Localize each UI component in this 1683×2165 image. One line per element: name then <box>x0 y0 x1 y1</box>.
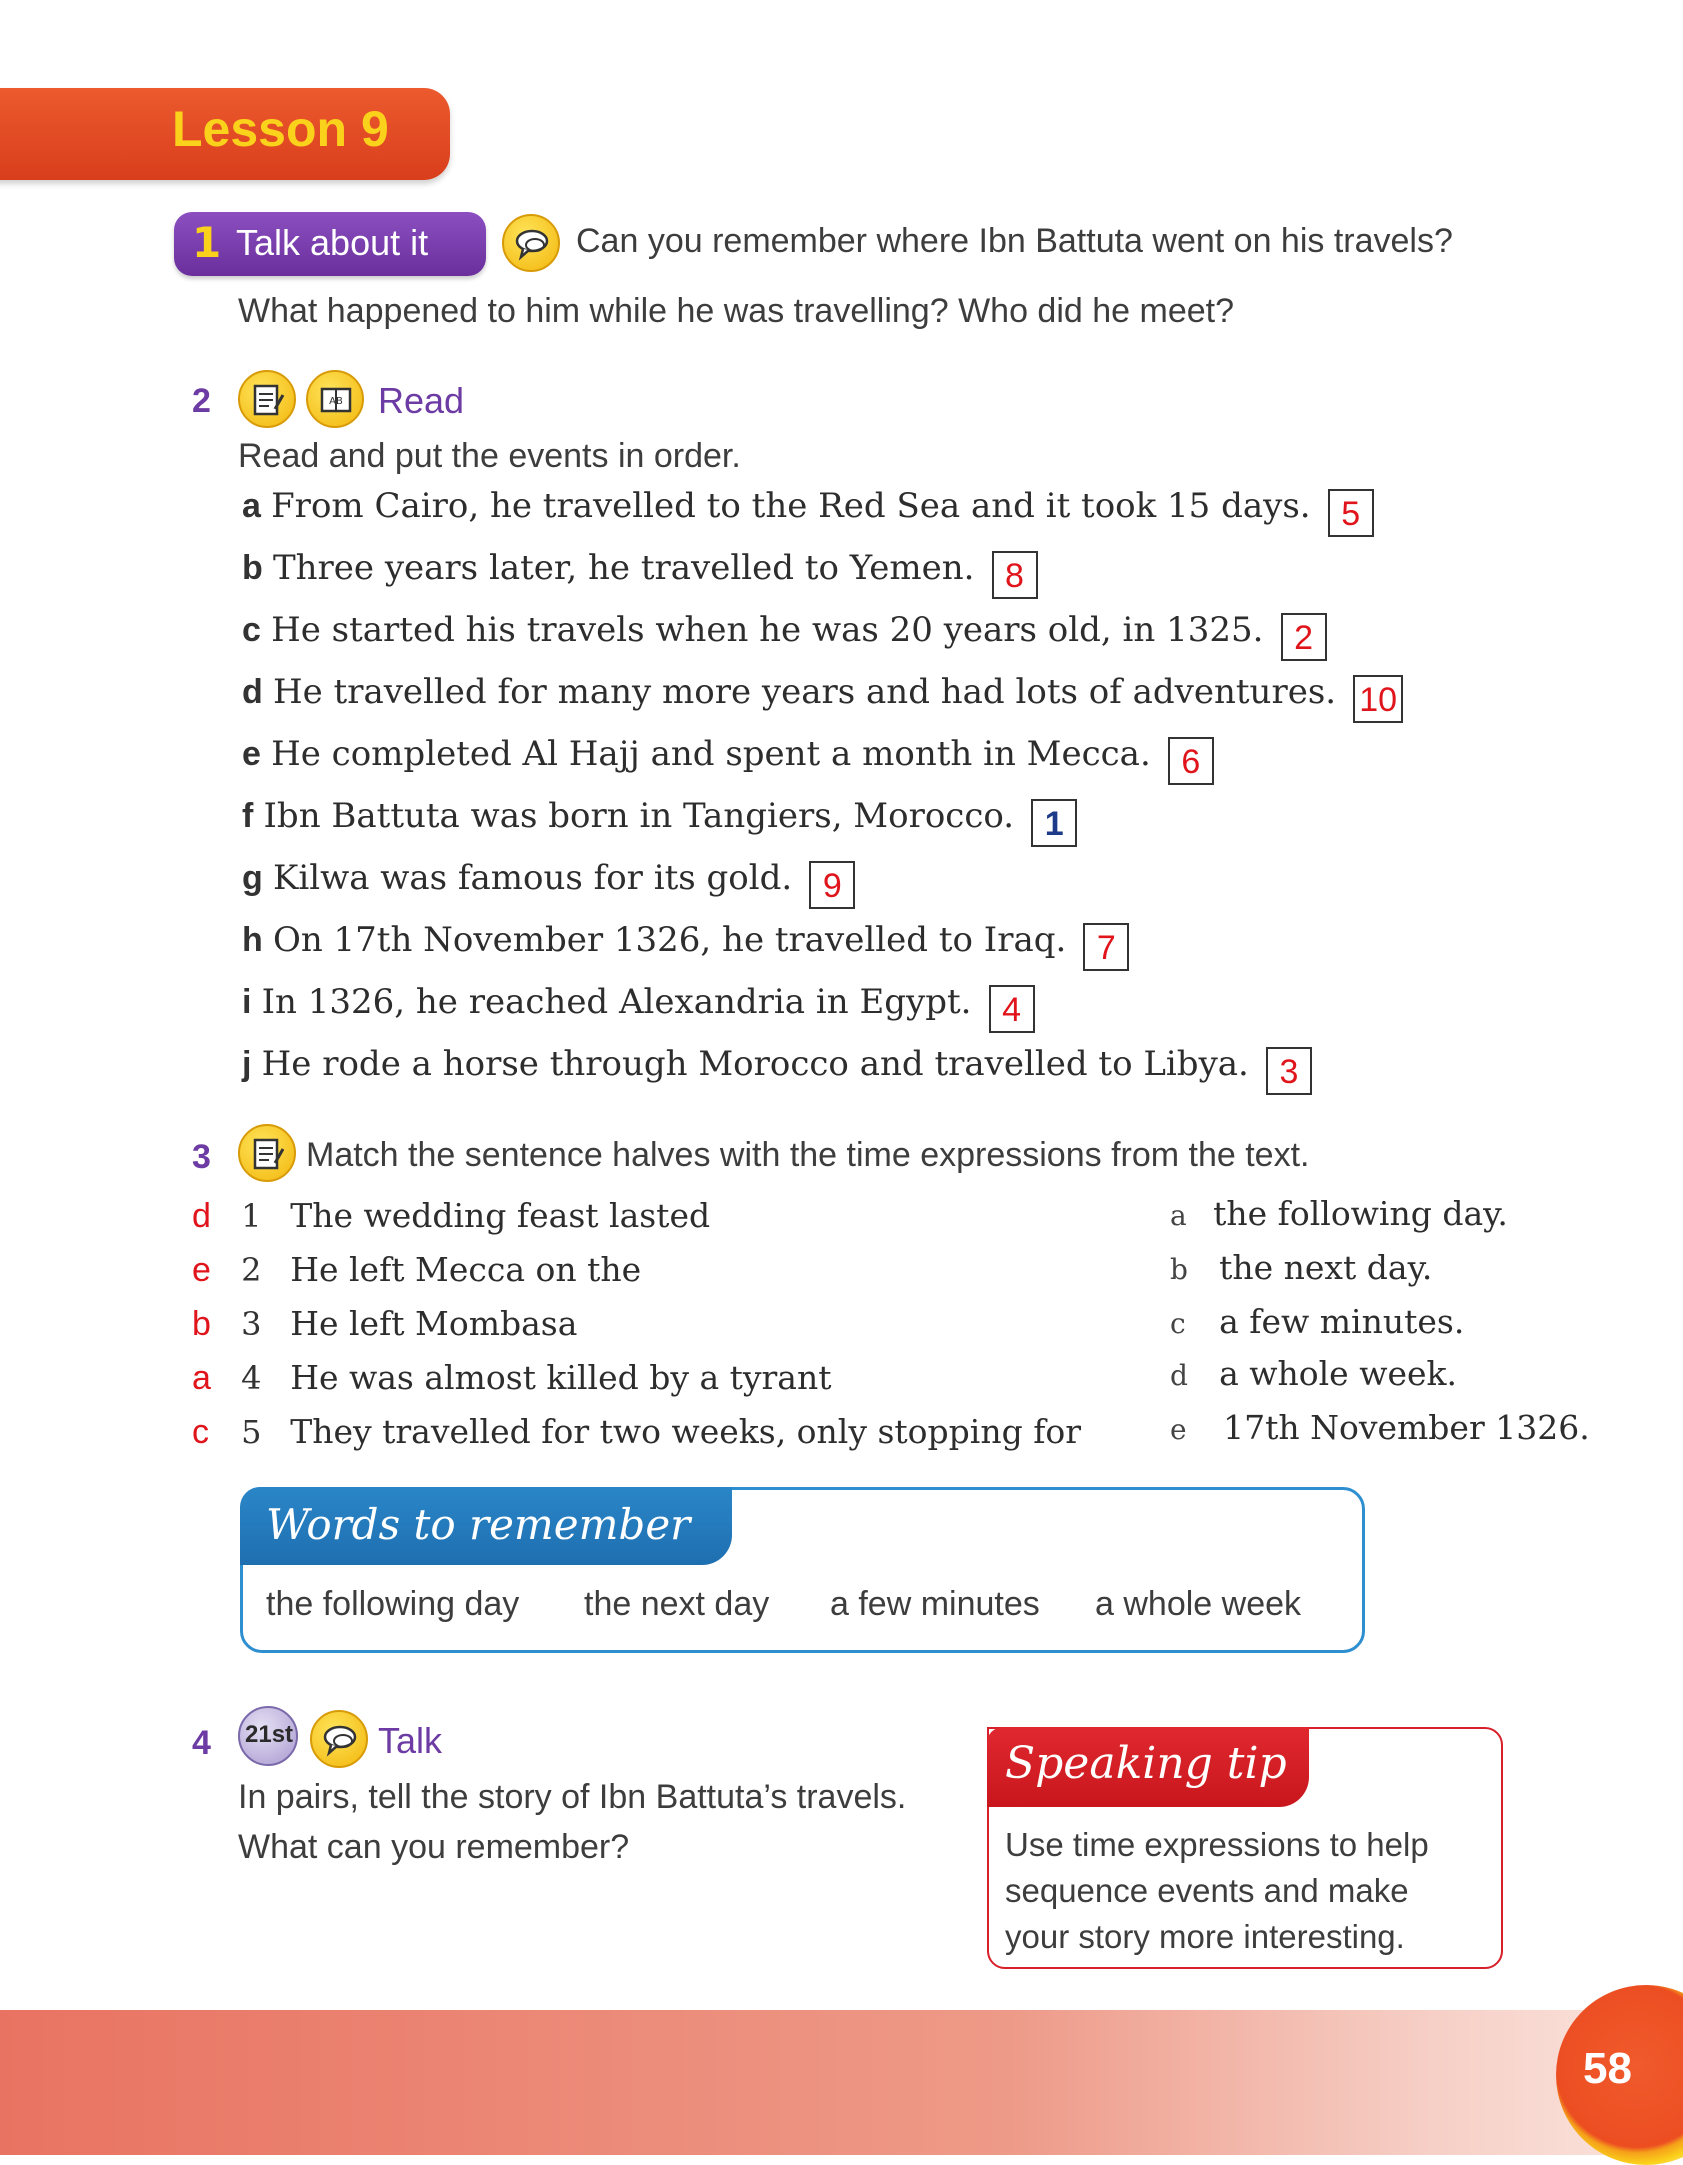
section-3-number: 3 <box>192 1138 211 1176</box>
21st-badge-label: 21st <box>245 1721 294 1748</box>
section-2-instruction: Read and put the events in order. <box>238 437 741 475</box>
match-answer[interactable]: b <box>192 1305 211 1343</box>
match-text: a few minutes. <box>1219 1302 1465 1341</box>
match-right-d <box>1170 1354 1457 1393</box>
21st-century-icon <box>238 1706 298 1766</box>
section-2-title: Read <box>378 380 465 421</box>
event-row-b <box>242 548 1038 599</box>
event-letter: b <box>242 549 263 587</box>
section-4-number: 4 <box>192 1724 211 1762</box>
footer-band <box>0 2010 1683 2155</box>
event-text: He started his travels when he was 20 years old, in 1325. <box>271 610 1264 650</box>
event-row-e <box>242 734 1214 785</box>
writing-icon <box>238 370 296 428</box>
event-letter: a <box>242 487 261 525</box>
event-letter: c <box>242 611 261 649</box>
event-text: On 17th November 1326, he travelled to Iraq. <box>272 920 1067 960</box>
writing-icon <box>238 1124 296 1182</box>
event-row-j <box>242 1044 1312 1095</box>
speaking-tip-line-3: your story more interesting. <box>1005 1918 1405 1955</box>
match-left-2 <box>192 1250 641 1290</box>
match-answer[interactable]: a <box>192 1359 211 1397</box>
match-right-c <box>1170 1302 1464 1341</box>
event-row-h <box>242 920 1129 971</box>
word-item: the next day <box>584 1585 770 1623</box>
match-text: the following day. <box>1213 1194 1508 1233</box>
section-4-line-2: What can you remember? <box>238 1828 630 1866</box>
speaking-tip-line-1: Use time expressions to help <box>1005 1826 1429 1863</box>
event-row-i <box>242 982 1035 1033</box>
answer-box[interactable]: 10 <box>1353 675 1403 723</box>
match-letter: e <box>1170 1413 1187 1446</box>
book-icon <box>306 370 364 428</box>
match-left-1 <box>192 1196 710 1236</box>
match-text: He left Mecca on the <box>290 1250 642 1289</box>
word-item: a few minutes <box>830 1585 1040 1623</box>
match-letter: d <box>1170 1359 1188 1392</box>
match-answer[interactable]: e <box>192 1251 211 1289</box>
answer-box[interactable]: 9 <box>809 861 855 909</box>
event-text: He travelled for many more years and had lots of adventures. <box>272 672 1337 712</box>
event-letter: h <box>242 921 263 959</box>
event-text: In 1326, he reached Alexandria in Egypt. <box>261 982 972 1022</box>
match-left-3 <box>192 1304 577 1344</box>
lesson-title: Lesson 9 <box>172 101 389 157</box>
match-text: the next day. <box>1219 1248 1433 1287</box>
match-text: He left Mombasa <box>290 1304 578 1343</box>
event-letter: d <box>242 673 263 711</box>
event-row-f <box>242 796 1077 847</box>
match-number: 5 <box>241 1413 262 1451</box>
section-4-line-1: In pairs, tell the story of Ibn Battuta’s travels. <box>238 1778 907 1816</box>
answer-box[interactable]: 2 <box>1281 613 1327 661</box>
match-number: 1 <box>241 1197 262 1235</box>
words-to-remember-title: Words to remember <box>266 1500 691 1549</box>
match-number: 4 <box>241 1359 262 1397</box>
match-right-a <box>1170 1194 1508 1233</box>
match-letter: c <box>1170 1307 1186 1340</box>
match-right-e <box>1170 1408 1590 1447</box>
match-left-4 <box>192 1358 832 1398</box>
section-4-title: Talk <box>378 1720 443 1761</box>
talk-about-it-label: Talk about it <box>236 222 429 263</box>
match-left-5 <box>192 1412 1081 1452</box>
match-letter: a <box>1170 1199 1187 1232</box>
answer-box[interactable]: 5 <box>1328 489 1374 537</box>
event-letter: i <box>242 983 252 1021</box>
event-letter: f <box>242 797 254 835</box>
speaking-tip-title: Speaking tip <box>1005 1738 1287 1789</box>
event-letter: j <box>242 1045 252 1083</box>
answer-box[interactable]: 8 <box>992 551 1038 599</box>
match-letter: b <box>1170 1253 1188 1286</box>
event-row-a <box>242 486 1374 537</box>
section-3-instruction: Match the sentence halves with the time expressions from the text. <box>306 1136 1310 1174</box>
event-text: From Cairo, he travelled to the Red Sea and it took 15 days. <box>271 486 1311 526</box>
event-row-d <box>242 672 1403 723</box>
section-2-number: 2 <box>192 382 211 420</box>
event-letter: g <box>242 859 263 897</box>
match-text: He was almost killed by a tyrant <box>290 1358 832 1397</box>
section-1-number: 1 <box>192 218 222 267</box>
match-text: They travelled for two weeks, only stopping for <box>290 1412 1082 1451</box>
section-1-question-2: What happened to him while he was travelling? Who did he meet? <box>238 292 1235 330</box>
match-text: The wedding feast lasted <box>290 1196 711 1235</box>
event-text: Three years later, he travelled to Yemen. <box>272 548 975 588</box>
word-item: the following day <box>266 1585 520 1623</box>
speech-bubble-icon <box>502 214 560 272</box>
svg-text:AB: AB <box>329 396 343 407</box>
event-row-c <box>242 610 1327 661</box>
answer-box[interactable]: 7 <box>1083 923 1129 971</box>
event-text: Kilwa was famous for its gold. <box>272 858 793 898</box>
answer-box[interactable]: 1 <box>1031 799 1077 847</box>
event-text: Ibn Battuta was born in Tangiers, Morocco. <box>263 796 1015 836</box>
event-text: He rode a horse through Morocco and travelled to Libya. <box>261 1044 1249 1084</box>
match-number: 2 <box>241 1251 262 1289</box>
match-answer[interactable]: d <box>192 1197 211 1235</box>
page-number: 58 <box>1583 2044 1632 2093</box>
match-right-b <box>1170 1248 1432 1287</box>
event-row-g <box>242 858 855 909</box>
section-1-question-1: Can you remember where Ibn Battuta went on his travels? <box>576 222 1453 260</box>
word-item: a whole week <box>1095 1585 1302 1623</box>
answer-box[interactable]: 6 <box>1168 737 1214 785</box>
match-number: 3 <box>241 1305 262 1343</box>
event-letter: e <box>242 735 261 773</box>
speaking-tip-line-2: sequence events and make <box>1005 1872 1409 1909</box>
speech-bubble-icon <box>310 1710 368 1768</box>
match-text: a whole week. <box>1219 1354 1457 1393</box>
answer-box[interactable]: 4 <box>989 985 1035 1033</box>
match-answer[interactable]: c <box>192 1413 209 1451</box>
answer-box[interactable]: 3 <box>1266 1047 1312 1095</box>
match-text: 17th November 1326. <box>1223 1408 1590 1447</box>
event-text: He completed Al Hajj and spent a month in Mecca. <box>271 734 1151 774</box>
